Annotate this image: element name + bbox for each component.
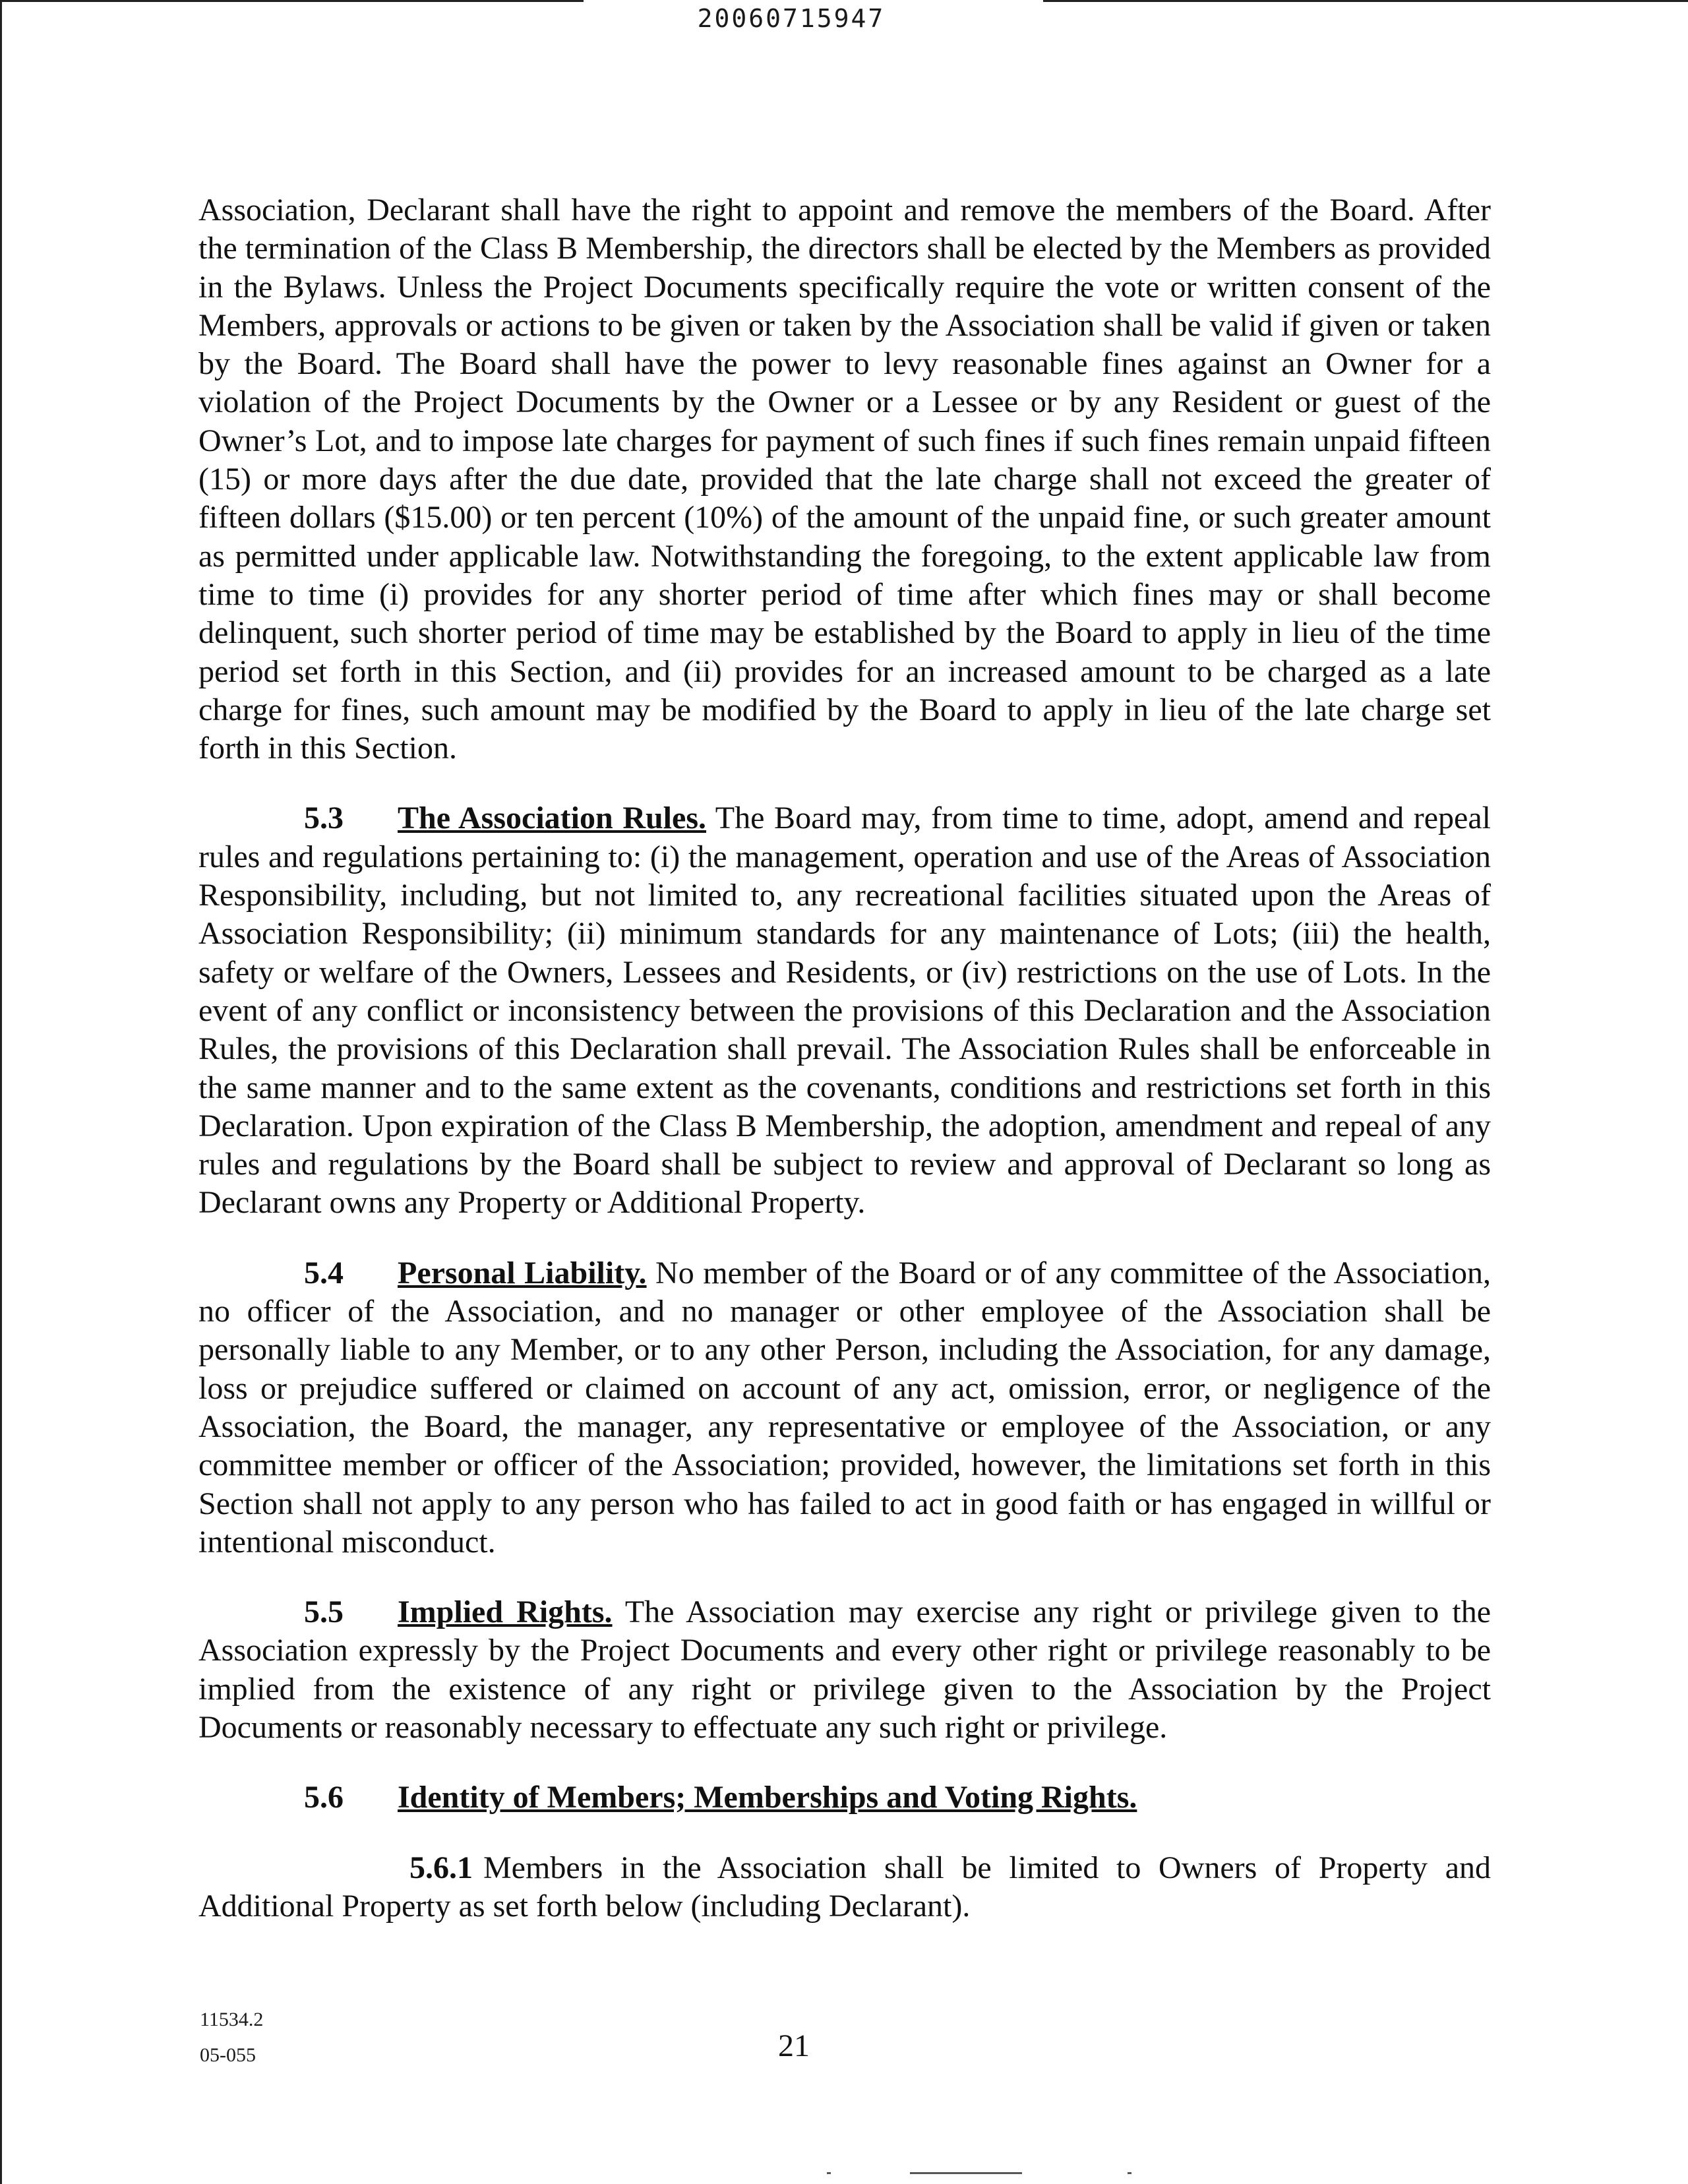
footer-document-code: 11534.2 (200, 2009, 264, 2030)
top-rule-right (1043, 0, 1688, 2)
section-number: 5.4 (304, 1255, 344, 1290)
subsection-text: Members in the Association shall be limited to Owners of Property and Additional Property as set forth below (including Declarant). (198, 1850, 1491, 1924)
section-number: 5.3 (304, 801, 344, 836)
scan-artifact-mark (827, 2172, 831, 2174)
section-number: 5.5 (304, 1594, 344, 1630)
section-heading: Identity of Members; Memberships and Voting Rights. (398, 1780, 1137, 1815)
section-5-4 (198, 1254, 1491, 1562)
subsection-number: 5.6.1 (409, 1850, 473, 1885)
section-5-6-1 (198, 1849, 1491, 1926)
continuation-paragraph: Association, Declarant shall have the right to appoint and remove the members of the Board. After the termination of the Class B Membership, the directors shall be elected by the Members as provided in the Bylaws. Unless the Project Documents specifically require the vote or written consent of the Members, approvals or actions to be given or taken by the Association shall be valid if given or taken by the Board. The Board shall have the power to levy reasonable fines against an Owner for a violation of the Project Documents by the Owner or a Lessee or by any Resident or guest of the Owner’s Lot, and to impose late charges for payment of such fines if such fines remain unpaid fifteen (15) or more days after the due date, provided that the late charge shall not exceed the greater of fifteen dollars ($15.00) or ten percent (10%) of the amount of the unpaid fine, or such greater amount as permitted under applicable law. Notwithstanding the foregoing, to the extent applicable law from time to time (i) provides for any shorter period of time after which fines may or shall become delinquent, such shorter period of time may be established by the Board to apply in lieu of the time period set forth in this Section, and (ii) provides for an increased amount to be charged as a late charge for fines, such amount may be modified by the Board to apply in lieu of the late charge set forth in this Section. (198, 193, 1491, 766)
section-heading: The Association Rules. (398, 801, 707, 836)
section-5-3 (198, 799, 1491, 1222)
section-text: No member of the Board or of any committee of the Association, no officer of the Association, and no manager or other employee of the Association shall be personally liable to any Member, or to any other Person, including the Association, for any damage, loss or prejudice suffered or claimed on account of any act, omission, error, or negligence of the Association, the Board, the manager, any representative or employee of the Association, or any committee member or officer of the Association; provided, however, the limitations set forth in this Section shall not apply to any person who has failed to act in good faith or has engaged in willful or intentional misconduct. (198, 1255, 1492, 1560)
section-5-5 (198, 1593, 1491, 1747)
section-heading: Implied Rights. (398, 1594, 613, 1630)
scan-artifact-mark (910, 2172, 1022, 2174)
section-heading: Personal Liability. (398, 1255, 647, 1290)
document-number: 20060715947 (697, 4, 886, 33)
scan-artifact-mark (1128, 2172, 1131, 2174)
section-number: 5.6 (304, 1780, 344, 1815)
page-number: 21 (778, 2028, 810, 2063)
section-text: The Association may exercise any right or privilege given to the Association expressly by the Project Documents and every other right or privilege reasonably to be implied from the existence of any right or privilege given to the Association by the Project Documents or reasonably necessary to effectuate any such right or privilege. (198, 1594, 1491, 1745)
section-text: The Board may, from time to time, adopt, amend and repeal rules and regulations pertaining to: (i) the management, operation and use of the Areas of Association Responsibility, including, but not limited to, any recreational facilities situated upon the Areas of Association Responsibility; (ii) minimum standards for any maintenance of Lots; (iii) the health, safety or welfare of the Owners, Lessees and Residents, or (iv) restrictions on the use of Lots. In the event of any conflict or inconsistency between the provisions of this Declaration and the Association Rules, the provisions of this Declaration shall prevail. The Association Rules shall be enforceable in the same manner and to the same extent as the covenants, conditions and restrictions set forth in this Declaration. Upon expiration of the Class B Membership, the adoption, amendment and repeal of any rules and regulations by the Board shall be subject to review and approval of Declarant so long as Declarant owns any Property or Additional Property. (198, 801, 1491, 1221)
document-body (198, 191, 1491, 1926)
section-5-6 (198, 1778, 1491, 1817)
footer-matter-code: 05-055 (200, 2044, 256, 2066)
scan-border-left (0, 0, 2, 2184)
top-rule-left (0, 0, 584, 2)
